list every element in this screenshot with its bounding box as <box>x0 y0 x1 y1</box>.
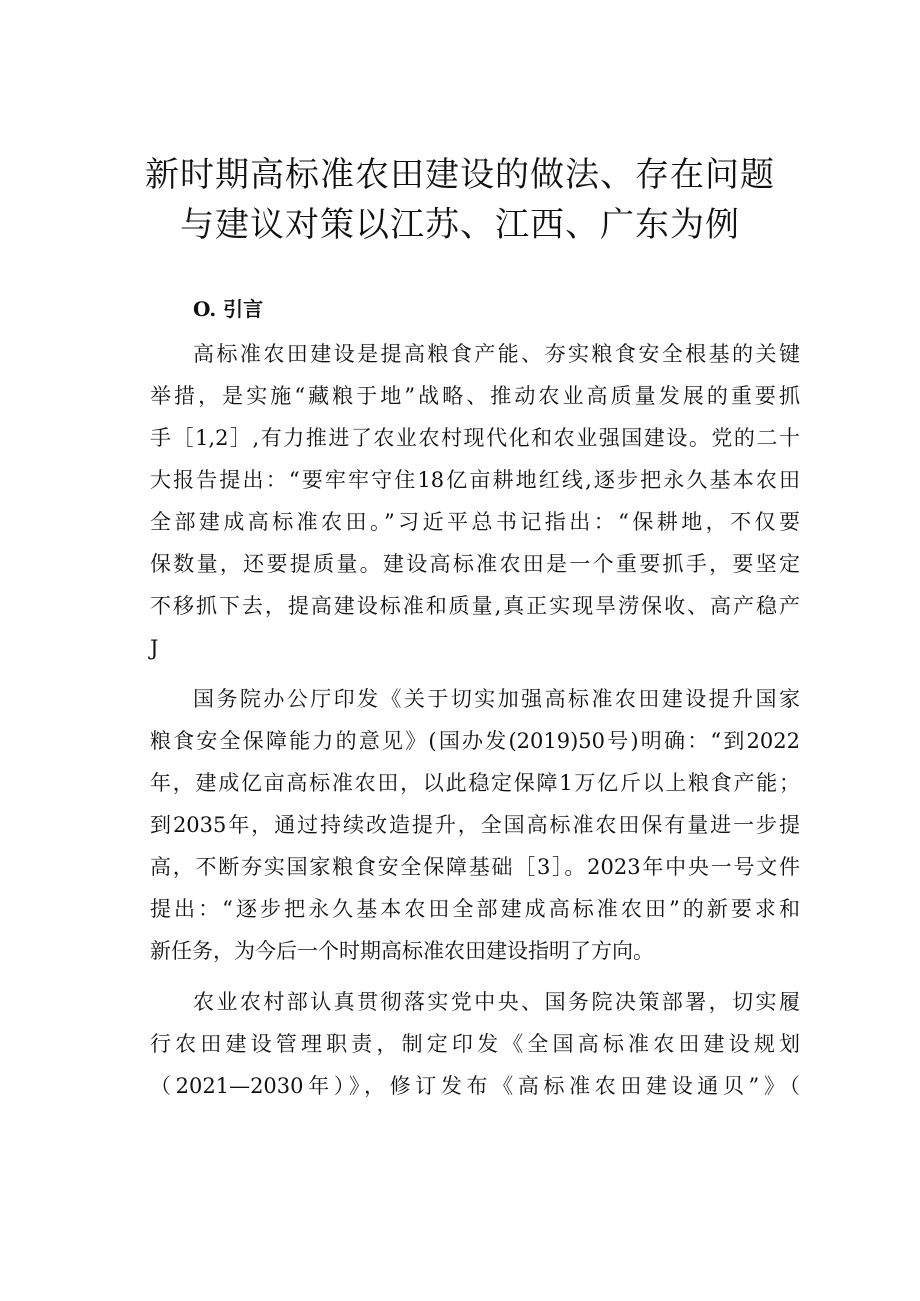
paragraph-line: 全部建成高标准农田。”习近平总书记指出：“保耕地，不仅要 <box>150 510 800 534</box>
paragraph-line: 行农田建设管理职责，制定印发《全国高标准农田建设规划 <box>150 1032 800 1056</box>
paragraph-1 <box>150 333 800 669</box>
title-line-1: 新时期高标准农田建设的做法、存在问题 <box>145 155 775 195</box>
paragraph-line: 农业农村部认真贯彻落实党中央、国务院决策部署，切实履 <box>193 990 800 1014</box>
paragraph-line: （2021—2030年）》，修订发布《高标准农田建设通贝”》（ <box>150 1074 800 1098</box>
paragraph-line: 举措，是实施“藏粮于地”战略、推动农业高质量发展的重要抓 <box>150 384 800 408</box>
section-heading: O. 引言 <box>193 297 264 321</box>
paragraph-line: 保数量，还要提质量。建设高标准农田是一个重要抓手，要坚定 <box>150 552 800 576</box>
paragraph-line: 国务院办公厅印发《关于切实加强高标准农田建设提升国家 <box>193 687 800 711</box>
title-line-2: 与建议对策以江苏、江西、广东为例 <box>180 205 740 245</box>
paragraph-line: 高，不断夯实国家粮食安全保障基础［3］。2023年中央一号文件 <box>150 855 800 879</box>
paragraph-line: 提出：“逐步把永久基本农田全部建成高标准农田”的新要求和 <box>150 897 800 921</box>
paragraph-line: 不移抓下去，提高建设标准和质量,真正实现旱涝保收、高产稳产 <box>150 594 800 618</box>
paragraph-line: 手［1,2］,有力推进了农业农村现代化和农业强国建设。党的二十 <box>150 426 800 450</box>
paragraph-line: 大报告提出：“要牢牢守住18亿亩耕地红线,逐步把永久基本农田 <box>150 468 800 492</box>
paragraph-line: 到2035年，通过持续改造提升，全国高标准农田保有量进一步提 <box>150 813 800 837</box>
paragraph-3 <box>150 981 800 1107</box>
paragraph-line: 粮食安全保障能力的意见》(国办发(2019)50号)明确：“到2022 <box>150 729 800 753</box>
paragraph-line: 高标准农田建设是提高粮食产能、夯实粮食安全根基的关键 <box>193 342 800 366</box>
paragraph-line: J <box>150 636 159 660</box>
paragraph-line: 新任务，为今后一个时期高标准农田建设指明了方向。 <box>150 939 654 963</box>
paragraph-line: 年，建成亿亩高标准农田，以此稳定保障1万亿斤以上粮食产能； <box>150 771 800 795</box>
document-title <box>120 150 800 250</box>
paragraph-2 <box>150 678 800 972</box>
